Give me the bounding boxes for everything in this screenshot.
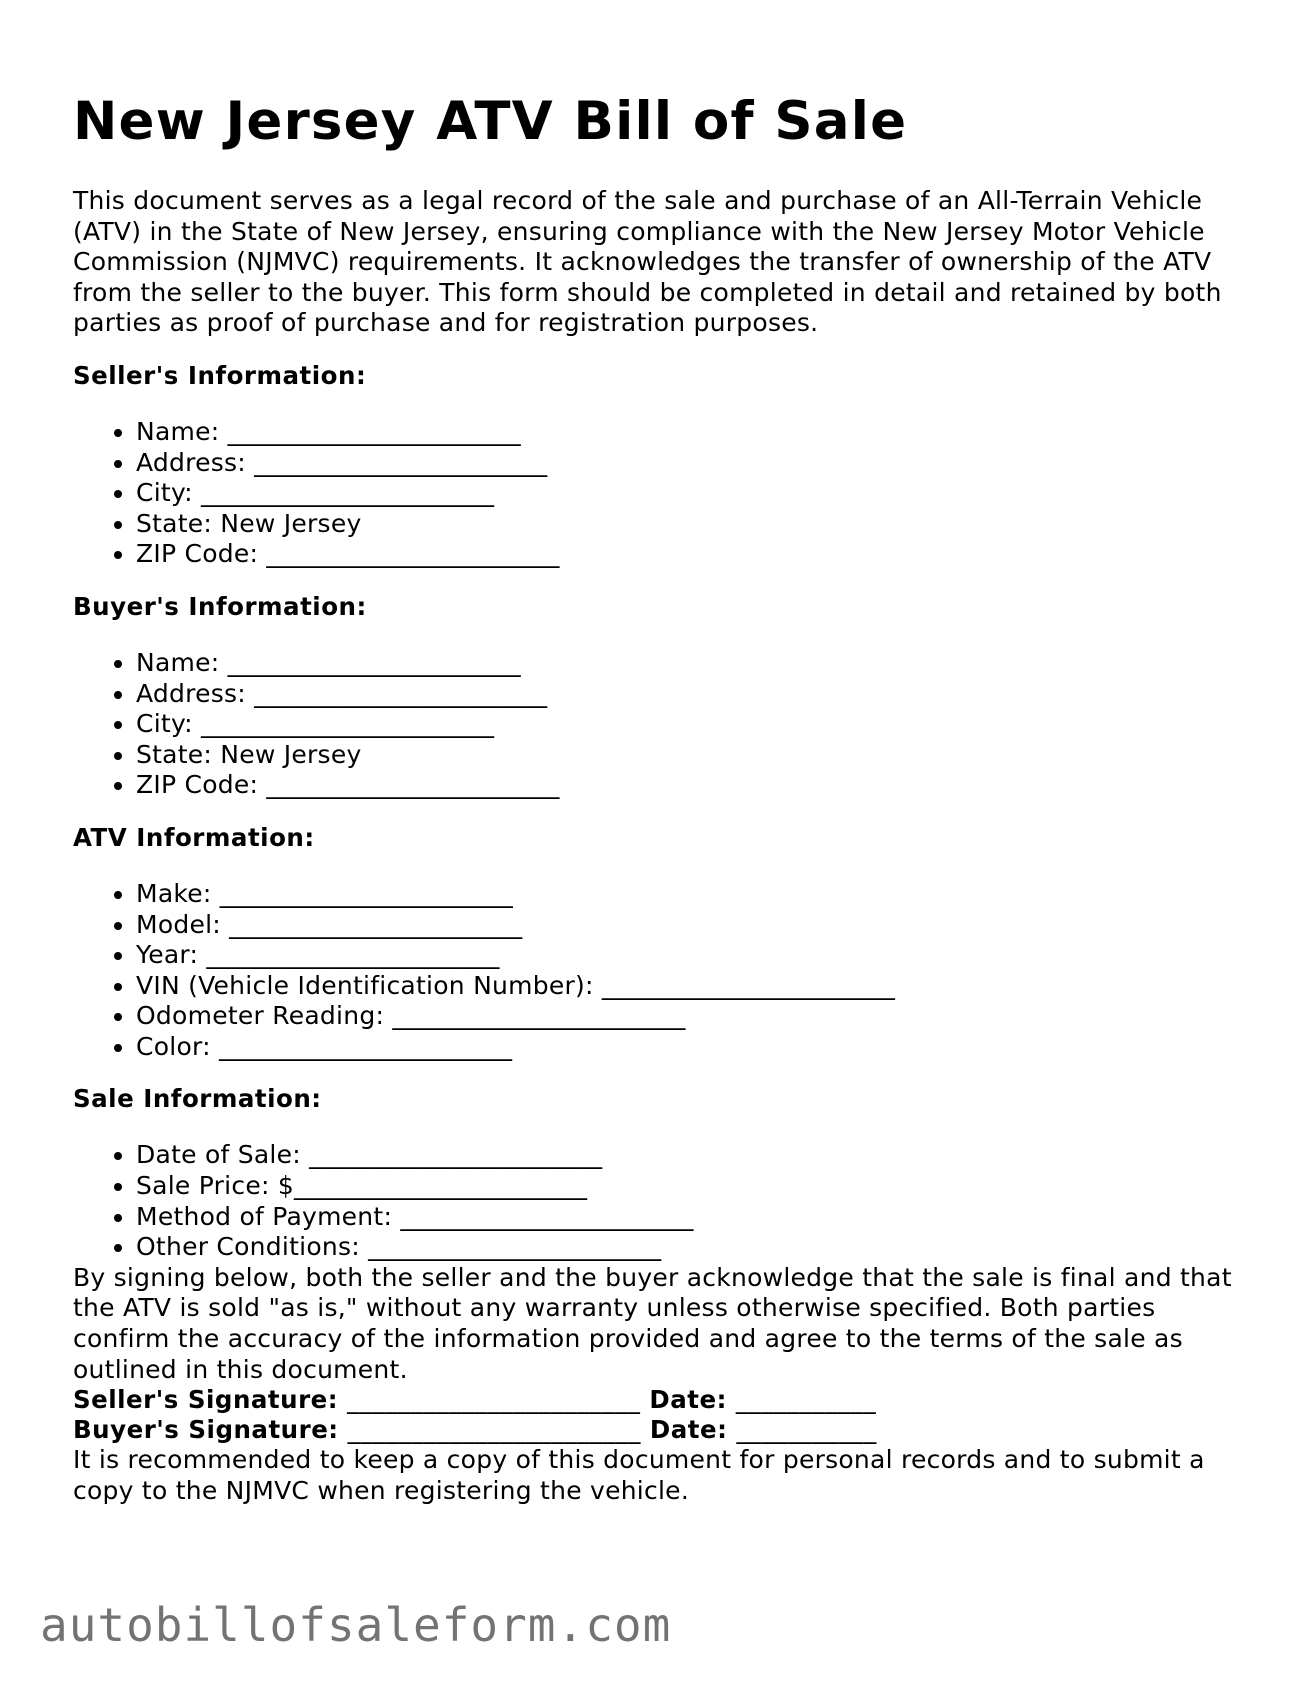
sale-payment-method-field: • Method of Payment: _______________________ xyxy=(136,1202,1243,1233)
buyer-state-field: • State: New Jersey xyxy=(136,740,1243,771)
seller-state-field: • State: New Jersey xyxy=(136,509,1243,540)
seller-date-line: ___________ xyxy=(735,1385,877,1415)
buyer-address-field: • Address: _______________________ xyxy=(136,679,1243,710)
seller-signature-row xyxy=(73,1385,1243,1415)
closing-paragraph: It is recommended to keep a copy of this document for personal records and to submit a copy to the NJMVC when registering the vehicle. xyxy=(73,1445,1205,1505)
document-title: New Jersey ATV Bill of Sale xyxy=(73,91,908,152)
atv-heading: ATV Information: xyxy=(73,822,315,852)
buyer-city-field: • City: _______________________ xyxy=(136,709,1243,740)
seller-signature-label: Seller's Signature: xyxy=(73,1385,339,1415)
buyer-signature-line: _______________________ xyxy=(347,1415,641,1445)
seller-name-field: • Name: _______________________ xyxy=(136,417,1243,448)
sale-other-conditions-field: • Other Conditions: _______________________ xyxy=(136,1232,1243,1263)
intro-paragraph: This document serves as a legal record of the sale and purchase of an All-Terrain Vehicle (ATV) in the State of New Jersey, ensuring compliance with the New Jersey Motor Vehicle Commission (NJMVC) requirements. It acknowledges the transfer of ownership of the ATV from the seller to the buyer. This form should be completed in detail and retained by both parties as proof of purchase and for registration purposes. xyxy=(73,186,1222,338)
acknowledgement-paragraph: By signing below, both the seller and the buyer acknowledge that the sale is final and that the ATV is sold "as is," without any warranty unless otherwise specified. Both parties confirm the accuracy of the information provided and agree to the terms of the sale as outlined in this document. xyxy=(73,1262,1232,1384)
buyer-field-list xyxy=(73,648,1243,801)
seller-address-field: • Address: _______________________ xyxy=(136,448,1243,479)
seller-signature-line: _______________________ xyxy=(347,1385,641,1415)
buyer-signature-label: Buyer's Signature: xyxy=(73,1415,339,1445)
buyer-signature-row xyxy=(73,1415,1243,1445)
atv-vin-field: • VIN (Vehicle Identification Number): _______________________ xyxy=(136,971,1243,1002)
seller-date-label: Date: xyxy=(649,1385,727,1415)
atv-make-field: • Make: _______________________ xyxy=(136,879,1243,910)
buyer-name-field: • Name: _______________________ xyxy=(136,648,1243,679)
atv-field-list xyxy=(73,879,1243,1063)
document-page xyxy=(73,86,1243,1506)
site-watermark: autobillofsaleform.com xyxy=(40,1598,672,1652)
sale-field-list xyxy=(73,1140,1243,1262)
seller-city-field: • City: _______________________ xyxy=(136,478,1243,509)
buyer-zip-field: • ZIP Code: _______________________ xyxy=(136,770,1243,801)
atv-model-field: • Model: _______________________ xyxy=(136,910,1243,941)
buyer-heading: Buyer's Information: xyxy=(73,591,367,621)
buyer-date-label: Date: xyxy=(649,1415,728,1445)
sale-price-field: • Sale Price: $_______________________ xyxy=(136,1171,1243,1202)
buyer-date-line: ___________ xyxy=(736,1415,877,1445)
atv-odometer-field: • Odometer Reading: _______________________ xyxy=(136,1001,1243,1032)
seller-zip-field: • ZIP Code: _______________________ xyxy=(136,539,1243,570)
atv-color-field: • Color: _______________________ xyxy=(136,1032,1243,1063)
sale-heading: Sale Information: xyxy=(73,1084,322,1114)
atv-year-field: • Year: _______________________ xyxy=(136,940,1243,971)
seller-heading: Seller's Information: xyxy=(73,360,367,390)
seller-field-list xyxy=(73,417,1243,570)
sale-date-field: • Date of Sale: _______________________ xyxy=(136,1140,1243,1171)
